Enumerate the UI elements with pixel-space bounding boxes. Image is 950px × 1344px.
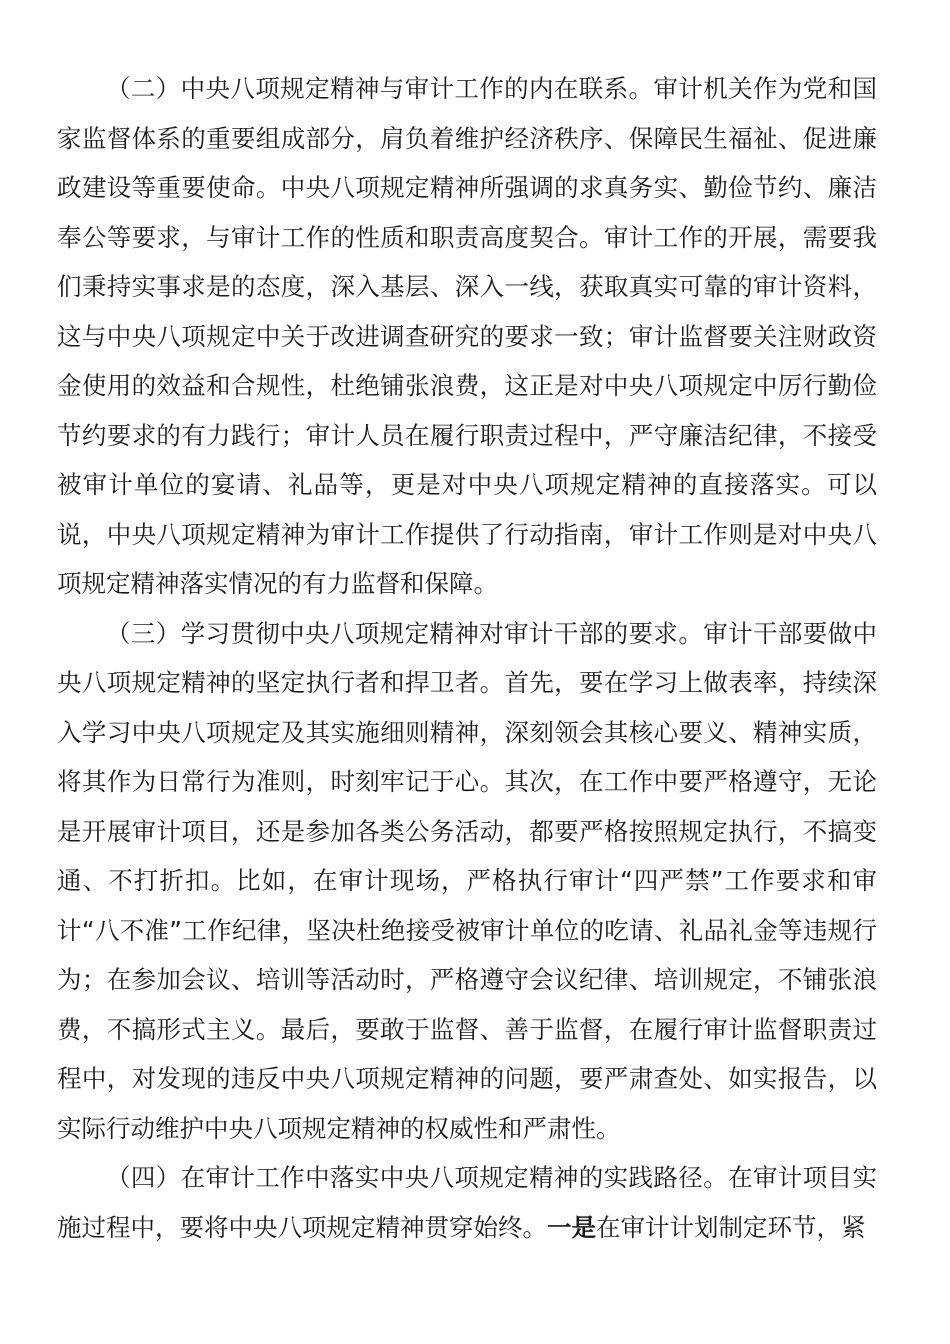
paragraph-3: （三）学习贯彻中央八项规定精神对审计干部的要求。审计干部要做中央八项规定精神的坚定执行者和捍卫者。首先，要在学习上做表率，持续深入学习中央八项规定及其实施细则精神，深刻领会其核心要义、精神实质，将其作为日常行为准则，时刻牢记于心。其次，在工作中要严格遵守，无论是开展审计项目，还是参加各类公务活动，都要严格按照规定执行，不搞变通、不打折扣。比如，在审计现场，严格执行审计“四严禁”工作要求和审计“八不准”工作纪律，坚决杜绝接受被审计单位的吃请、礼品礼金等违规行为；在参加会议、培训等活动时，严格遵守会议纪律、培训规定，不铺张浪费，不搞形式主义。最后，要敢于监督、善于监督，在履行审计监督职责过程中，对发现的违反中央八项规定精神的问题，要严肃查处、如实报告，以实际行动维护中央八项规定精神的权威性和严肃性。 <box>57 618 877 1143</box>
paragraph-4 <box>57 1153 877 1252</box>
document-body <box>57 64 877 1252</box>
paragraph-2: （二）中央八项规定精神与审计工作的内在联系。审计机关作为党和国家监督体系的重要组成部分，肩负着维护经济秩序、保障民生福祉、促进廉政建设等重要使命。中央八项规定精神所强调的求真务实、勤俭节约、廉洁奉公等要求，与审计工作的性质和职责高度契合。审计工作的开展，需要我们秉持实事求是的态度，深入基层、深入一线，获取真实可靠的审计资料，这与中央八项规定中关于改进调查研究的要求一致；审计监督要关注财政资金使用的效益和合规性，杜绝铺张浪费，这正是对中央八项规定中厉行勤俭节约要求的有力践行；审计人员在履行职责过程中，严守廉洁纪律，不接受被审计单位的宴请、礼品等，更是对中央八项规定精神的直接落实。可以说，中央八项规定精神为审计工作提供了行动指南，审计工作则是对中央八项规定精神落实情况的有力监督和保障。 <box>57 74 877 598</box>
paragraph-4-tail: 在审计计划制定环节，紧 <box>596 1212 866 1242</box>
paragraph-4-bold-marker: 一是 <box>547 1212 596 1242</box>
paragraph-4-lead: （四）在审计工作中落实中央八项规定精神的实践路径。在审计项目实施过程中，要将中央八项规定精神贯穿始终。 <box>57 1163 877 1242</box>
